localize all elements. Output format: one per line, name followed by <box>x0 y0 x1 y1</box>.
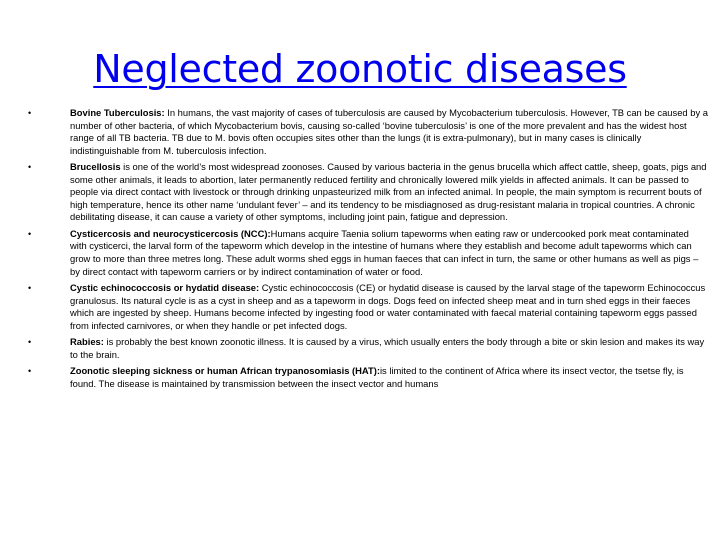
bullet-dot-icon: • <box>28 283 32 294</box>
bullet-text: is probably the best known zoonotic illness. It is caused by a virus, which usually enters the body through a bite or skin lesion and makes its way to the brain. <box>70 336 705 360</box>
bullet-text: is one of the world’s most widespread zoonoses. Caused by various bacteria in the genus brucella which affect cattle, sheep, goats, pigs and some other animals, it leads to abortion, later permanently reduced fertility and chronically lowered milk yields in affected animals. It can be passed to people via direct contact with livestock or through drinking unpasteurized milk from an infected animal. In people, the main symptom is recurrent bouts of high temperature, hence its other name ‘undulant fever’ – and its tendency to be misdiagnosed as drug-resistant malaria in tropical countries. A chronic debilitating disease, it can cause a variety of other symptoms, including joint pain, fatigue and depression. <box>70 161 707 223</box>
bullet-term: Brucellosis <box>70 161 121 173</box>
bullet-term: Rabies: <box>70 336 104 348</box>
bullet-text: In humans, the vast majority of cases of tuberculosis are caused by Mycobacterium tuberculosis. However, TB can be caused by a number of other bacteria, of which Mycobacterium bovis, causing so-called ‘bovine tuberculosis’ is one of the more prevalent and has the widest host range of all TB bacteria. TB due to M. bovis often occupies sites other than the lungs (it is extra-pulmonary), but in many cases is clinically indistinguishable from M. tuberculosis infection. <box>70 107 708 156</box>
bullet-term: Cysticercosis and neurocysticercosis (NCC): <box>70 227 271 239</box>
bullet-text: Cystic echinococcosis (CE) or hydatid disease is caused by the larval stage of the tapeworm Echinococcus granulosus. Its natural cycle is as a cyst in sheep and as a tapeworm in dogs. Dogs feed on infected sheep meat and in turn shed eggs in their faeces which are ingested by sheep. Humans become infected by ingesting food or water contaminated with faecal material containing tapeworm eggs passed from infected carnivores, or when they handle or pet infected dogs. <box>70 282 706 331</box>
bullet-dot-icon: • <box>28 108 32 118</box>
bullet-item-cystic-echinococcosis <box>28 282 708 332</box>
bullet-item-rabies <box>28 336 708 361</box>
bullet-item-bovine-tuberculosis <box>28 107 708 157</box>
bullet-dot-icon: • <box>28 366 32 377</box>
bullet-item-sleeping-sickness <box>28 365 708 390</box>
slide-title: Neglected zoonotic diseases <box>93 47 627 91</box>
bullet-text: is limited to the continent of Africa where its insect vector, the tsetse fly, is found. The disease is maintained by transmission between the insect vector and humans <box>70 365 684 389</box>
bullet-term: Bovine Tuberculosis: <box>70 107 165 118</box>
bullet-dot-icon: • <box>28 337 32 348</box>
bullet-text: Humans acquire Taenia solium tapeworms when eating raw or undercooked pork meat contaminated with cysticerci, the larval form of the tapeworm which develop in the intestine of humans where they establish and become adult tapeworms which can grow to more than three metres long. These adult worms shed eggs in human faeces that can infect in turn, the same or other humans as well as pigs – by direct contact with tapeworm carriers or by indirect contamination of water or food. <box>70 227 699 277</box>
bullet-dot-icon: • <box>28 162 32 173</box>
bullet-term: Zoonotic sleeping sickness or human African trypanosomiasis (HAT): <box>70 365 380 377</box>
bullet-list <box>28 107 708 394</box>
bullet-term: Cystic echinococcosis or hydatid disease: <box>70 282 260 294</box>
bullet-item-cysticercosis <box>28 228 708 278</box>
bullet-dot-icon: • <box>28 228 32 239</box>
bullet-item-brucellosis <box>28 161 708 224</box>
